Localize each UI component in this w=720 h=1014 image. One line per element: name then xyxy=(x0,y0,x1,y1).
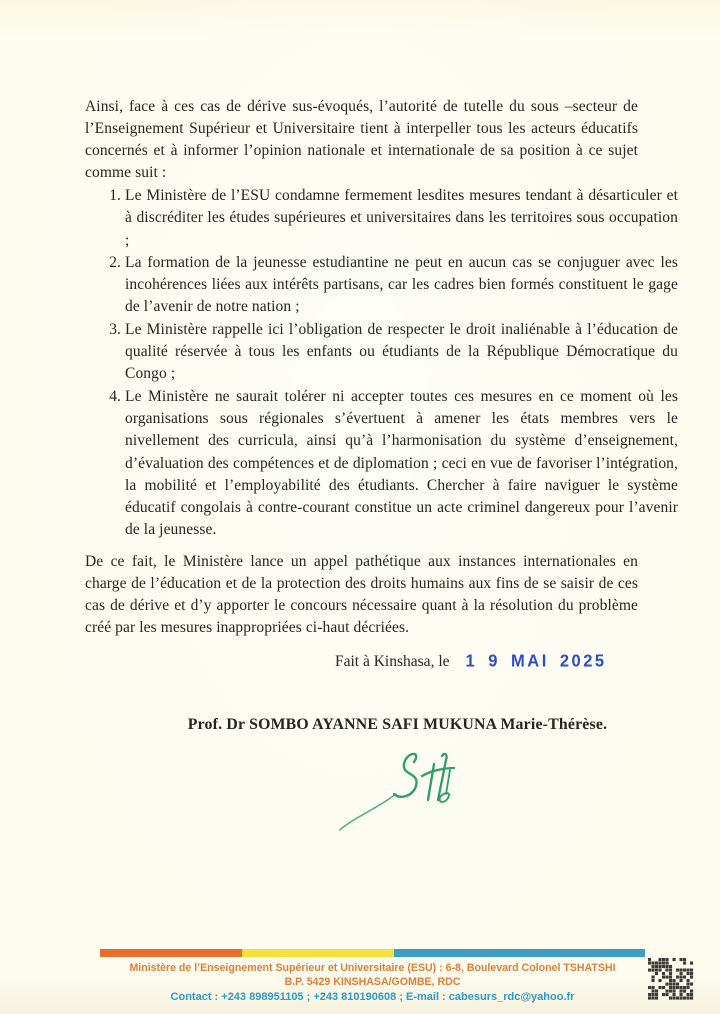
closing-paragraph: De ce fait, le Ministère lance un appel pathétique aux instances internationales en charge de l’éducation et de la protection des droits humains aux fins de se saisir de ces cas de dérive et d’y apporter le concours nécessaire quant à la résolution du problème créé par les mesures inappropriées ci-haut décriées. xyxy=(85,552,638,637)
list-item-3: 3. Le Ministère rappelle ici l’obligation de respecter le droit inaliénable à l’éducation de qualité réservée à tous les enfants ou étudiants de la République Démocratique du Congo ; xyxy=(125,319,678,386)
footer xyxy=(100,949,645,1005)
list-item-1: 1. Le Ministère de l’ESU condamne fermement lesdites mesures tendant à désarticuler et à discréditer les études supérieures et universitaires dans les territoires sous occupation ; xyxy=(125,185,678,252)
intro-paragraph: Ainsi, face à ces cas de dérive sus-évoqués, l’autorité de tutelle du sous –secteur de l’Enseignement Supérieur et Universitaire tient à interpeller tous les acteurs éducatifs concernés et à informer l’opinion nationale et internationale de sa position à ce sujet comme suit : xyxy=(85,97,638,182)
list-item-4: 4. Le Ministère ne saurait tolérer ni accepter toutes ces mesures en ce moment où les organisations sous régionales s’évertuent à amener les états membres vers le nivellement des curricula, ainsi qu’à l’harmonisation du système d’enseignement, d’évaluation des compétences et de diplomation ; ceci en vue de favoriser l’intégration, la mobilité et l’employabilité des étudiants. Chercher à faire naviguer le système éducatif congolais à contre-courant constitue un acte criminel dangereux pour l’avenir de la jeunesse. xyxy=(125,386,678,542)
date-stamp: 1 9 MAI 2025 xyxy=(465,651,607,671)
list-item-2: 2. La formation de la jeunesse estudiantine ne peut en aucun cas se conjuguer avec les incohérences liées aux intérêts partisans, car les cadres bien formés constituent le gage de l’avenir de notre nation ; xyxy=(125,252,678,319)
signatory-name: Prof. Dr SOMBO AYANNE SAFI MUKUNA Marie-Thérèse. xyxy=(187,716,608,733)
stripe-yellow-segment xyxy=(242,949,395,957)
footer-stripe xyxy=(100,949,645,957)
stripe-blue-segment xyxy=(394,949,645,957)
date-line xyxy=(335,652,607,671)
footer-text xyxy=(100,962,645,1005)
stripe-orange-segment xyxy=(100,949,242,957)
footer-address-line1: Ministère de l’Enseignement Supérieur et Universitaire (ESU) : 6-8, Boulevard Colonel TSHATSHI xyxy=(129,962,616,974)
footer-address-line2: B.P. 5429 KINSHASA/GOMBE, RDC xyxy=(284,975,461,988)
qr-code-icon xyxy=(648,958,694,1000)
date-place-label: Fait à Kinshasa, le xyxy=(335,653,450,670)
numbered-list xyxy=(85,185,678,542)
footer-contact-line: Contact : +243 898951105 ; +243 810190608 ; E-mail : cabesurs_rdc@yahoo.fr xyxy=(170,991,575,1003)
signature-icon xyxy=(330,742,490,837)
